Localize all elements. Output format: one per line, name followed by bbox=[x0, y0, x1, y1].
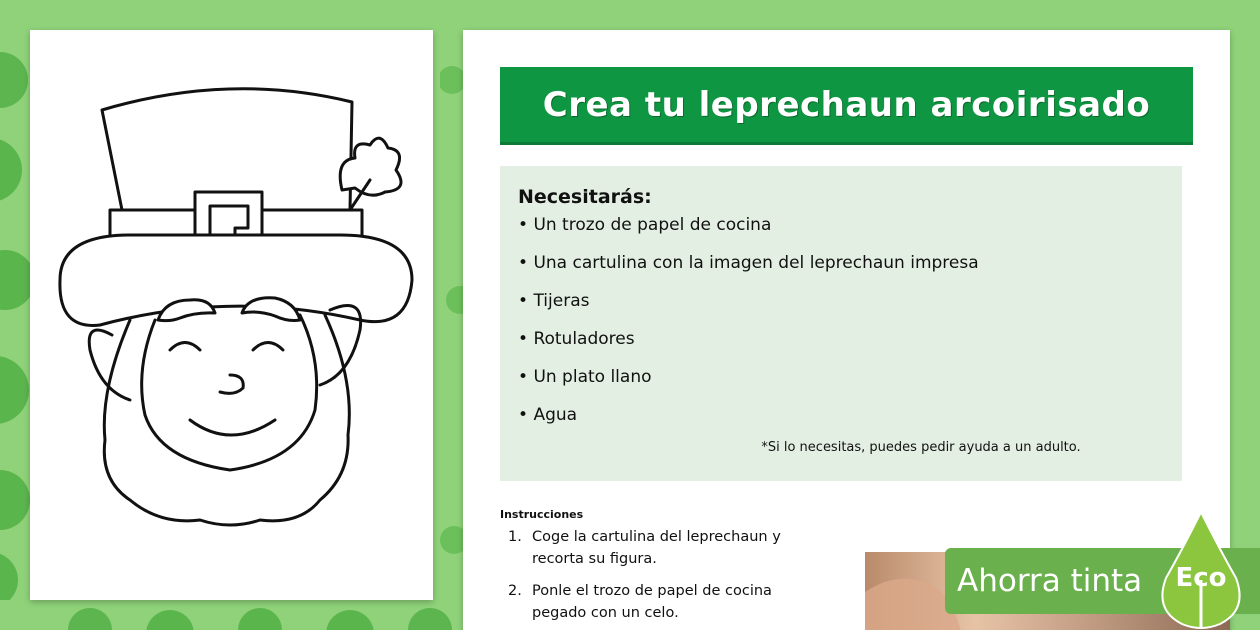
step-number: 2. bbox=[508, 583, 522, 599]
background-shamrock-bottom bbox=[60, 600, 460, 630]
list-item: • Agua bbox=[518, 404, 1164, 442]
adult-help-note: *Si lo necesitas, puedes pedir ayuda a un adulto. bbox=[761, 440, 1081, 455]
step-number: 1. bbox=[508, 529, 522, 545]
instructions-heading: Instrucciones bbox=[500, 508, 584, 521]
list-item: • Rotuladores bbox=[518, 328, 1164, 366]
materials-heading: Necesitarás: bbox=[518, 186, 652, 208]
list-item: • Un trozo de papel de cocina bbox=[518, 214, 1164, 252]
leprechaun-illustration bbox=[30, 30, 433, 600]
leprechaun-coloring-sheet bbox=[30, 30, 433, 600]
eco-badge: Eco bbox=[1175, 563, 1227, 593]
instructions-list bbox=[508, 526, 798, 630]
instruction-step bbox=[508, 580, 798, 624]
list-item: • Un plato llano bbox=[518, 366, 1164, 404]
eco-banner-text: Ahorra tinta bbox=[957, 563, 1143, 599]
step-text: Ponle el trozo de papel de cocina pegado con un celo. bbox=[532, 583, 772, 621]
title-banner bbox=[500, 67, 1193, 145]
list-item: • Una cartulina con la imagen del leprechaun impresa bbox=[518, 252, 1164, 290]
materials-box bbox=[500, 166, 1182, 481]
materials-list bbox=[518, 214, 1164, 442]
list-item: • Tijeras bbox=[518, 290, 1164, 328]
instructions-sheet bbox=[463, 30, 1230, 630]
page-title: Crea tu leprechaun arcoirisado bbox=[542, 84, 1151, 125]
step-text: Coge la cartulina del leprechaun y recorta su figura. bbox=[532, 529, 781, 567]
instruction-step bbox=[508, 526, 798, 570]
